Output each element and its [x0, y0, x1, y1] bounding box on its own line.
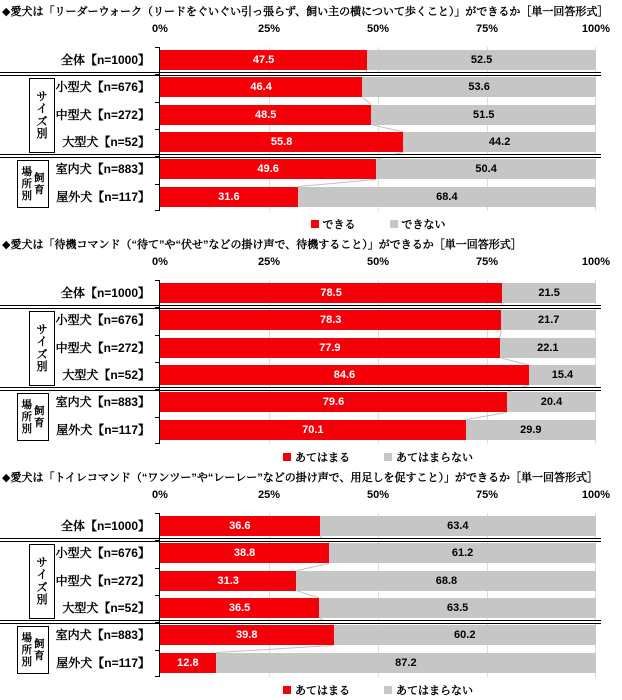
y-axis-tick — [155, 156, 159, 157]
value-label: 51.5 — [473, 108, 495, 121]
category-label: 中型犬【n=272】 — [55, 573, 150, 588]
axis-tick-label: 0% — [152, 256, 168, 268]
value-label: 15.4 — [551, 369, 574, 381]
legend-item — [390, 216, 446, 232]
group-box-飼育場所別 — [17, 626, 49, 674]
value-label: 52.5 — [470, 54, 493, 66]
value-label: 78.5 — [320, 287, 342, 299]
y-axis-tick — [155, 362, 159, 363]
category-label: 屋外犬【n=117】 — [56, 189, 150, 204]
legend-item — [384, 449, 473, 465]
legend-label: あてはまる — [295, 685, 350, 697]
axis-tick-label: 0% — [152, 23, 168, 35]
y-axis-tick — [155, 129, 159, 130]
axis-tick-label: 25% — [257, 23, 281, 35]
legend-label: できる — [322, 219, 356, 231]
bar-row — [160, 513, 596, 540]
value-label: 44.2 — [488, 136, 511, 148]
y-axis-tick — [155, 102, 159, 103]
y-axis-tick — [155, 280, 159, 281]
group-separator — [0, 387, 601, 391]
group-box-飼育場所別 — [17, 160, 49, 208]
group-label-column: 飼 育 — [34, 405, 45, 430]
y-axis-tick — [155, 568, 159, 569]
value-label: 36.5 — [228, 602, 251, 614]
axis-tick-label: 75% — [475, 256, 499, 268]
group-label-column: 場 所 別 — [21, 632, 32, 669]
category-label: 大型犬【n=52】 — [62, 601, 150, 615]
value-label: 78.3 — [319, 314, 342, 327]
value-label: 63.4 — [447, 520, 469, 532]
category-label: 小型犬【n=676】 — [55, 546, 150, 561]
y-axis-tick — [155, 650, 159, 651]
legend-label: できない — [401, 219, 446, 231]
value-label: 12.8 — [177, 656, 199, 669]
bar-row — [160, 156, 596, 183]
y-axis-tick — [155, 513, 159, 514]
value-label: 31.3 — [217, 574, 239, 587]
y-axis-tick — [155, 676, 159, 677]
axis-tick-label: 100% — [581, 489, 611, 501]
y-axis-tick — [155, 307, 159, 308]
group-box-サイズ別 — [29, 78, 55, 153]
y-axis-tick — [155, 184, 159, 185]
bar-row — [160, 280, 596, 307]
bar-row — [160, 307, 596, 334]
group-label-column: サ イ ズ 別 — [36, 323, 48, 374]
legend-swatch-icon — [390, 220, 398, 228]
chart-wait-command — [0, 233, 622, 466]
value-label: 29.9 — [520, 423, 542, 436]
y-axis-tick — [155, 210, 159, 211]
group-separator — [0, 154, 601, 158]
category-label: 中型犬【n=272】 — [55, 107, 150, 122]
value-label: 21.7 — [537, 314, 560, 327]
group-separator — [0, 72, 601, 76]
y-axis-tick — [155, 335, 159, 336]
group-label-column: 場 所 別 — [21, 166, 32, 203]
bar-row — [160, 74, 596, 101]
chart-toilet-command — [0, 466, 622, 699]
x-axis — [152, 23, 611, 38]
bar-row — [160, 595, 596, 622]
group-separator — [0, 305, 601, 309]
category-label: 全体【n=1000】 — [60, 53, 150, 67]
axis-tick-label: 50% — [366, 489, 390, 501]
category-label: 室内犬【n=883】 — [55, 628, 150, 643]
y-axis-tick — [155, 389, 159, 390]
category-label: 大型犬【n=52】 — [62, 135, 150, 149]
bar-row — [160, 568, 596, 595]
axis-tick-label: 0% — [152, 489, 168, 501]
legend-item — [283, 449, 350, 465]
y-axis-line — [159, 513, 160, 677]
axis-tick-label: 75% — [475, 23, 499, 35]
legend-item — [384, 682, 473, 698]
y-axis-tick — [155, 622, 159, 623]
value-label: 49.6 — [257, 163, 279, 176]
value-label: 77.9 — [319, 341, 341, 354]
category-label: 小型犬【n=676】 — [55, 313, 150, 328]
category-label: 室内犬【n=883】 — [55, 162, 150, 177]
y-axis-tick — [155, 595, 159, 596]
bar-row — [160, 184, 596, 211]
value-label: 70.1 — [302, 423, 324, 436]
value-label: 84.6 — [333, 369, 356, 381]
value-label: 31.6 — [218, 190, 240, 203]
group-label-column: サ イ ズ 別 — [36, 90, 48, 141]
bar-row — [160, 335, 596, 362]
value-label: 36.6 — [229, 520, 251, 532]
legend-label: あてはまらない — [396, 452, 473, 464]
bar-row — [160, 417, 596, 444]
category-label: 小型犬【n=676】 — [55, 80, 150, 95]
y-axis-tick — [155, 47, 159, 48]
value-label: 68.8 — [435, 574, 458, 587]
category-label: 屋外犬【n=117】 — [56, 655, 150, 670]
value-label: 87.2 — [395, 656, 417, 669]
value-label: 38.8 — [233, 547, 256, 560]
value-label: 20.4 — [540, 396, 563, 409]
legend-label: あてはまる — [295, 452, 350, 464]
group-box-サイズ別 — [29, 311, 55, 386]
category-label: 全体【n=1000】 — [60, 286, 150, 300]
x-axis — [152, 489, 611, 504]
bar-row — [160, 362, 596, 389]
axis-tick-label: 75% — [475, 489, 499, 501]
value-label: 47.5 — [252, 54, 275, 66]
group-separator — [0, 620, 601, 624]
value-label: 61.2 — [451, 547, 474, 560]
group-box-サイズ別 — [29, 544, 55, 619]
x-axis — [152, 256, 611, 271]
chart-title: ◆愛犬は「トイレコマンド（“ワンツー”や“レーレー”などの掛け声で、用足しを促すこと）」ができるか［単一回答形式］ — [2, 472, 598, 484]
legend-swatch-icon — [283, 453, 291, 461]
group-label-column: 飼 育 — [34, 172, 45, 197]
legend-swatch-icon — [283, 686, 291, 694]
legend-swatch-icon — [384, 453, 392, 461]
category-label: 大型犬【n=52】 — [62, 368, 150, 382]
bar-row — [160, 650, 596, 677]
bar-row — [160, 540, 596, 567]
legend-swatch-icon — [384, 686, 392, 694]
value-label: 48.5 — [255, 108, 277, 121]
value-label: 21.5 — [538, 287, 560, 299]
y-axis-tick — [155, 443, 159, 444]
legend-item — [311, 216, 356, 232]
axis-tick-label: 50% — [366, 256, 390, 268]
y-axis-tick — [155, 540, 159, 541]
value-label: 68.4 — [436, 190, 458, 203]
value-label: 50.4 — [475, 163, 497, 176]
value-label: 60.2 — [454, 629, 476, 642]
group-label-column: 飼 育 — [34, 638, 45, 663]
group-separator — [0, 538, 601, 542]
legend — [160, 682, 596, 698]
category-label: 中型犬【n=272】 — [55, 340, 150, 355]
bar-row — [160, 102, 596, 129]
value-label: 46.4 — [250, 81, 272, 94]
chart-title: ◆愛犬は「待機コマンド（“待て”や“伏せ”などの掛け声で、待機すること）」ができるか［単一回答形式］ — [2, 239, 522, 251]
bar-row — [160, 47, 596, 74]
bar-row — [160, 389, 596, 416]
axis-tick-label: 25% — [257, 256, 281, 268]
value-label: 22.1 — [537, 341, 559, 354]
legend-swatch-icon — [311, 220, 319, 228]
value-label: 55.8 — [270, 136, 293, 148]
value-label: 39.8 — [236, 629, 258, 642]
legend — [160, 216, 596, 232]
legend — [160, 449, 596, 465]
axis-tick-label: 50% — [366, 23, 390, 35]
bar-row — [160, 129, 596, 156]
axis-tick-label: 100% — [581, 256, 611, 268]
y-axis-tick — [155, 74, 159, 75]
category-label: 室内犬【n=883】 — [55, 395, 150, 410]
value-label: 79.6 — [322, 396, 345, 409]
y-axis-tick — [155, 417, 159, 418]
group-label-column: 場 所 別 — [21, 399, 32, 436]
axis-tick-label: 25% — [257, 489, 281, 501]
bar-row — [160, 622, 596, 649]
axis-tick-label: 100% — [581, 23, 611, 35]
chart-title: ◆愛犬は「リーダーウォーク（リードをぐいぐい引っ張らず、飼い主の横について歩くこと）」ができるか［単一回答形式］ — [2, 6, 609, 18]
category-label: 全体【n=1000】 — [60, 519, 150, 533]
category-label: 屋外犬【n=117】 — [56, 422, 150, 437]
y-axis-line — [159, 280, 160, 444]
value-label: 63.5 — [446, 602, 469, 614]
chart-leader-walk — [0, 0, 622, 233]
y-axis-line — [159, 47, 160, 211]
group-box-飼育場所別 — [17, 393, 49, 441]
legend-item — [283, 682, 350, 698]
group-label-column: サ イ ズ 別 — [36, 556, 48, 607]
value-label: 53.6 — [468, 81, 490, 94]
legend-label: あてはまらない — [396, 685, 473, 697]
